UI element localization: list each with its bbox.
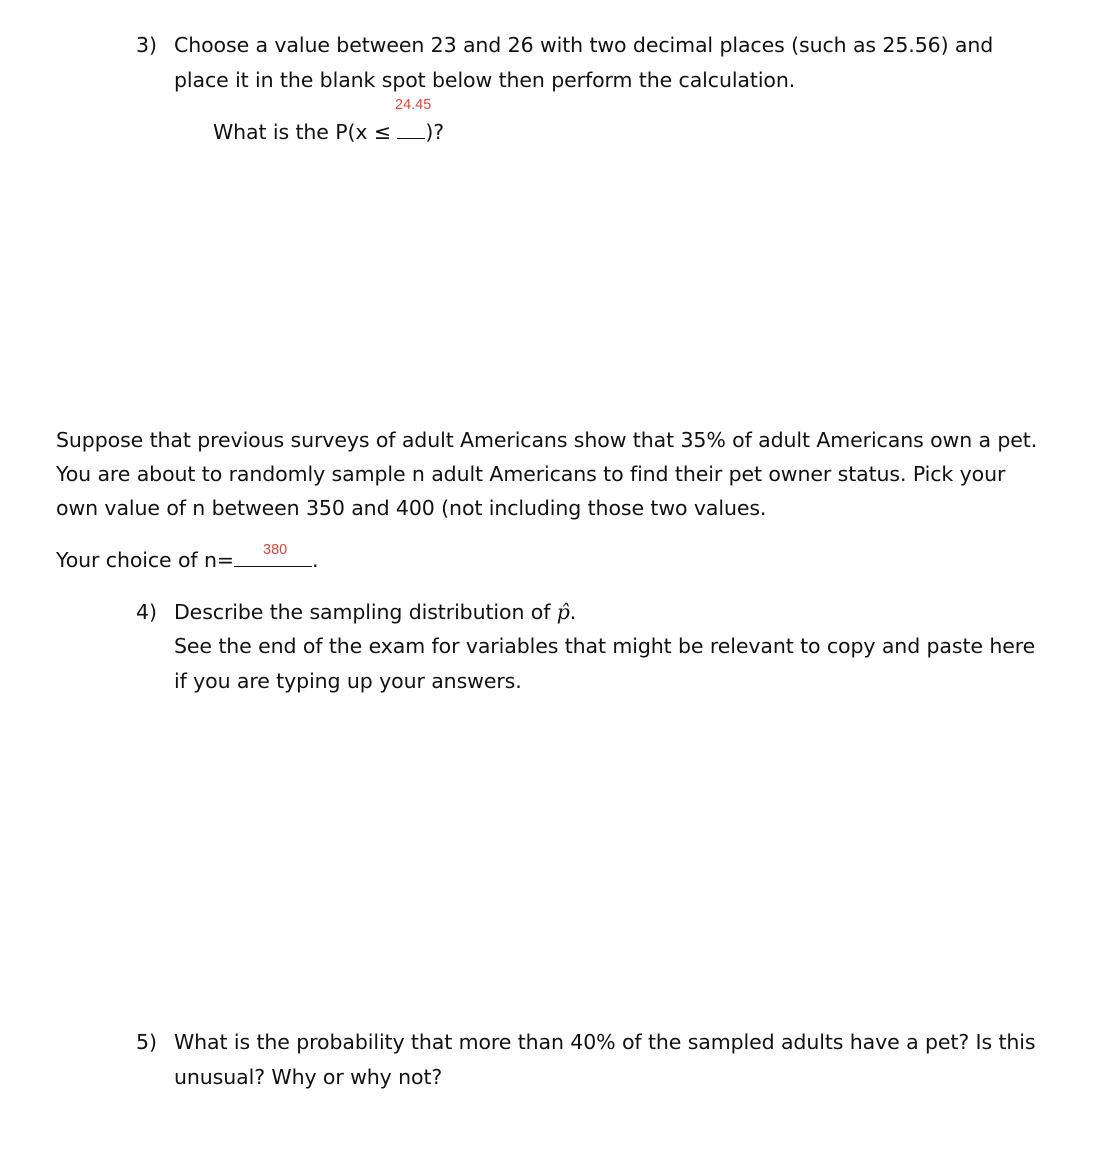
question-5-number: 5) (136, 1030, 158, 1054)
probability-question (213, 118, 444, 146)
x-value-blank (397, 118, 425, 139)
question-4-line-1-prefix: Describe the sampling distribution of (174, 600, 557, 624)
probability-question-suffix: )? (425, 120, 445, 144)
n-choice (56, 546, 318, 574)
scenario-line-1: Suppose that previous surveys of adult Americans show that 35% of adult Americans own a pet. (56, 428, 1038, 452)
n-choice-label: Your choice of n= (56, 548, 234, 572)
question-3-line-2: place it in the blank spot below then perform the calculation. (174, 68, 796, 92)
question-4-number: 4) (136, 600, 158, 624)
handwritten-n-value: 380 (263, 542, 288, 558)
scenario-line-2: You are about to randomly sample n adult Americans to find their pet owner status. Pick your (56, 462, 1006, 486)
scenario-line-3: own value of n between 350 and 400 (not including those two values. (56, 496, 767, 520)
question-4-line-1-suffix: . (569, 600, 577, 624)
question-3-line-1: Choose a value between 23 and 26 with two decimal places (such as 25.56) and (174, 33, 994, 57)
handwritten-x-value: 24.45 (395, 97, 432, 113)
question-5-line-1: What is the probability that more than 40% of the sampled adults have a pet? Is this (174, 1030, 1036, 1054)
question-4-line-2: See the end of the exam for variables that might be relevant to copy and paste here (174, 634, 1036, 658)
question-5-line-2: unusual? Why or why not? (174, 1065, 443, 1089)
question-4-line-1 (174, 598, 576, 626)
p-hat-symbol: p̂ (556, 600, 570, 624)
question-4-line-3: if you are typing up your answers. (174, 669, 522, 693)
n-value-blank (234, 546, 312, 567)
n-choice-end: . (311, 548, 319, 572)
question-3-number: 3) (136, 33, 158, 57)
probability-question-prefix: What is the P(x ≤ (213, 120, 398, 144)
